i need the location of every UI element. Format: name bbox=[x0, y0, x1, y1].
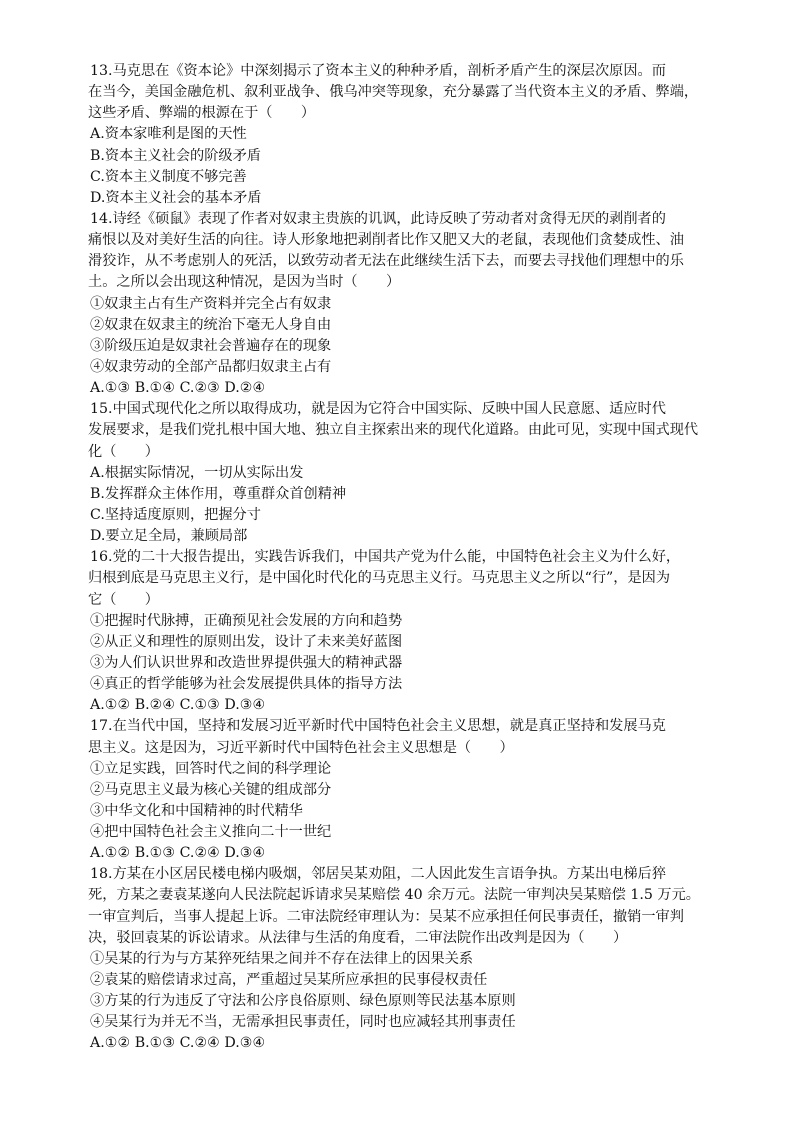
question-stem-line: 化（ ） bbox=[88, 443, 159, 460]
question-stem-line: 18.方某在小区居民楼电梯内吸烟，邻居吴某劝阻，二人因此发生言语争执。方某出电梯后猝 bbox=[90, 866, 666, 883]
statement-1: ①把握时代脉搏，正确预见社会发展的方向和趋势 bbox=[90, 612, 403, 629]
option-b: B.发挥群众主体作用，尊重群众首创精神 bbox=[90, 485, 347, 502]
question-stem-line: 痛恨以及对美好生活的向往。诗人形象地把剥削者比作又肥又大的老鼠，表现他们贪婪成性、油 bbox=[88, 232, 684, 249]
question-stem-line: 在当今，美国金融危机、叙利亚战争、俄乌冲突等现象，充分暴露了当代资本主义的矛盾、弊端， bbox=[88, 84, 699, 101]
answer-choices: A.①③ B.①④ C.②③ D.②④ bbox=[90, 380, 266, 397]
option-d: D.资本主义社会的基本矛盾 bbox=[90, 189, 262, 206]
question-stem-line: 发展要求，是我们党扎根中国大地、独立自主探索出来的现代化道路。由此可见，实现中国式现代 bbox=[88, 422, 699, 439]
statement-1: ①立足实践，回答时代之间的科学理论 bbox=[90, 760, 332, 777]
option-d: D.要立足全局，兼顾局部 bbox=[90, 528, 248, 545]
question-stem-line: 13.马克思在《资本论》中深刻揭示了资本主义的种种矛盾，剖析矛盾产生的深层次原因。而 bbox=[90, 63, 666, 79]
statement-1: ①吴某的行为与方某猝死结果之间并不存在法律上的因果关系 bbox=[90, 950, 474, 967]
question-stem-line: 一审宣判后，当事人提起上诉。二审法院经审理认为：吴某不应承担任何民事责任，撤销一审判 bbox=[88, 908, 684, 925]
question-stem-line: 它（ ） bbox=[88, 591, 159, 608]
statement-2: ②袁某的赔偿请求过高，严重超过吴某所应承担的民事侵权责任 bbox=[90, 972, 488, 989]
question-stem-line: 14.诗经《硕鼠》表现了作者对奴隶主贵族的讥讽，此诗反映了劳动者对贪得无厌的剥削者的 bbox=[90, 210, 666, 227]
question-stem-line: 16.党的二十大报告提出，实践告诉我们，中国共产党为什么能，中国特色社会主义为什么好， bbox=[90, 549, 681, 566]
question-stem-line: 17.在当代中国，坚持和发展习近平新时代中国特色社会主义思想，就是真正坚持和发展马克 bbox=[90, 718, 666, 735]
question-15 bbox=[88, 399, 734, 547]
answer-choices: A.①② B.①③ C.②④ D.③④ bbox=[90, 845, 266, 862]
question-stem-line: 决，驳回袁某的诉讼请求。从法律与生活的角度看，二审法院作出改判是因为（ ） bbox=[88, 929, 628, 946]
question-stem-line: 土。之所以会出现这种情况，是因为当时（ ） bbox=[88, 274, 401, 291]
statement-4: ④真正的哲学能够为社会发展提供具体的指导方法 bbox=[90, 676, 403, 693]
statement-2: ②从正义和理性的原则出发，设计了未来美好蓝图 bbox=[90, 633, 403, 650]
statement-3: ③方某的行为违反了守法和公序良俗原则、绿色原则等民法基本原则 bbox=[90, 993, 516, 1010]
statement-3: ③为人们认识世界和改造世界提供强大的精神武器 bbox=[90, 654, 403, 671]
statement-2: ②马克思主义最为核心关键的组成部分 bbox=[90, 781, 332, 798]
statement-4: ④奴隶劳动的全部产品都归奴隶主占有 bbox=[90, 358, 332, 375]
statement-3: ③中华文化和中国精神的时代精华 bbox=[90, 802, 303, 819]
question-13 bbox=[88, 61, 734, 209]
question-17 bbox=[88, 716, 734, 864]
option-c: C.坚持适度原则，把握分寸 bbox=[90, 506, 261, 523]
question-16 bbox=[88, 547, 734, 716]
question-stem-line: 思主义。这是因为，习近平新时代中国特色社会主义思想是（ ） bbox=[88, 739, 514, 756]
question-stem-line: 死，方某之妻袁某遂向人民法院起诉请求吴某赔偿 40 余万元。法院一审判决吴某赔偿 1.5 万元。 bbox=[88, 887, 700, 904]
question-14 bbox=[88, 209, 734, 399]
option-b: B.资本主义社会的阶级矛盾 bbox=[90, 147, 261, 164]
statement-4: ④把中国特色社会主义推向二十一世纪 bbox=[90, 824, 332, 841]
question-stem-line: 15.中国式现代化之所以取得成功，就是因为它符合中国实际、反映中国人民意愿、适应时代 bbox=[90, 401, 666, 418]
option-c: C.资本主义制度不够完善 bbox=[90, 168, 247, 185]
question-stem-line: 滑狡诈，从不考虑别人的死活，以致劳动者无法在此继续生活下去，而要去寻找他们理想中的乐 bbox=[88, 253, 684, 270]
question-stem-line: 归根到底是马克思主义行，是中国化时代化的马克思主义行。马克思主义之所以“行”，是因为 bbox=[88, 570, 671, 587]
option-a: A.根据实际情况，一切从实际出发 bbox=[90, 464, 304, 481]
option-a: A.资本家唯利是图的天性 bbox=[90, 126, 247, 143]
exam-page bbox=[88, 61, 734, 1055]
question-stem-line: 这些矛盾、弊端的根源在于（ ） bbox=[88, 105, 316, 122]
statement-4: ④吴某行为并无不当，无需承担民事责任，同时也应减轻其刑事责任 bbox=[90, 1014, 516, 1031]
statement-2: ②奴隶在奴隶主的统治下毫无人身自由 bbox=[90, 316, 332, 333]
statement-1: ①奴隶主占有生产资料并完全占有奴隶 bbox=[90, 295, 332, 312]
answer-choices: A.①② B.②④ C.①③ D.③④ bbox=[90, 697, 266, 714]
question-18 bbox=[88, 864, 734, 1054]
answer-choices: A.①② B.①③ C.②④ D.③④ bbox=[90, 1035, 266, 1052]
statement-3: ③阶级压迫是奴隶社会普遍存在的现象 bbox=[90, 337, 332, 354]
